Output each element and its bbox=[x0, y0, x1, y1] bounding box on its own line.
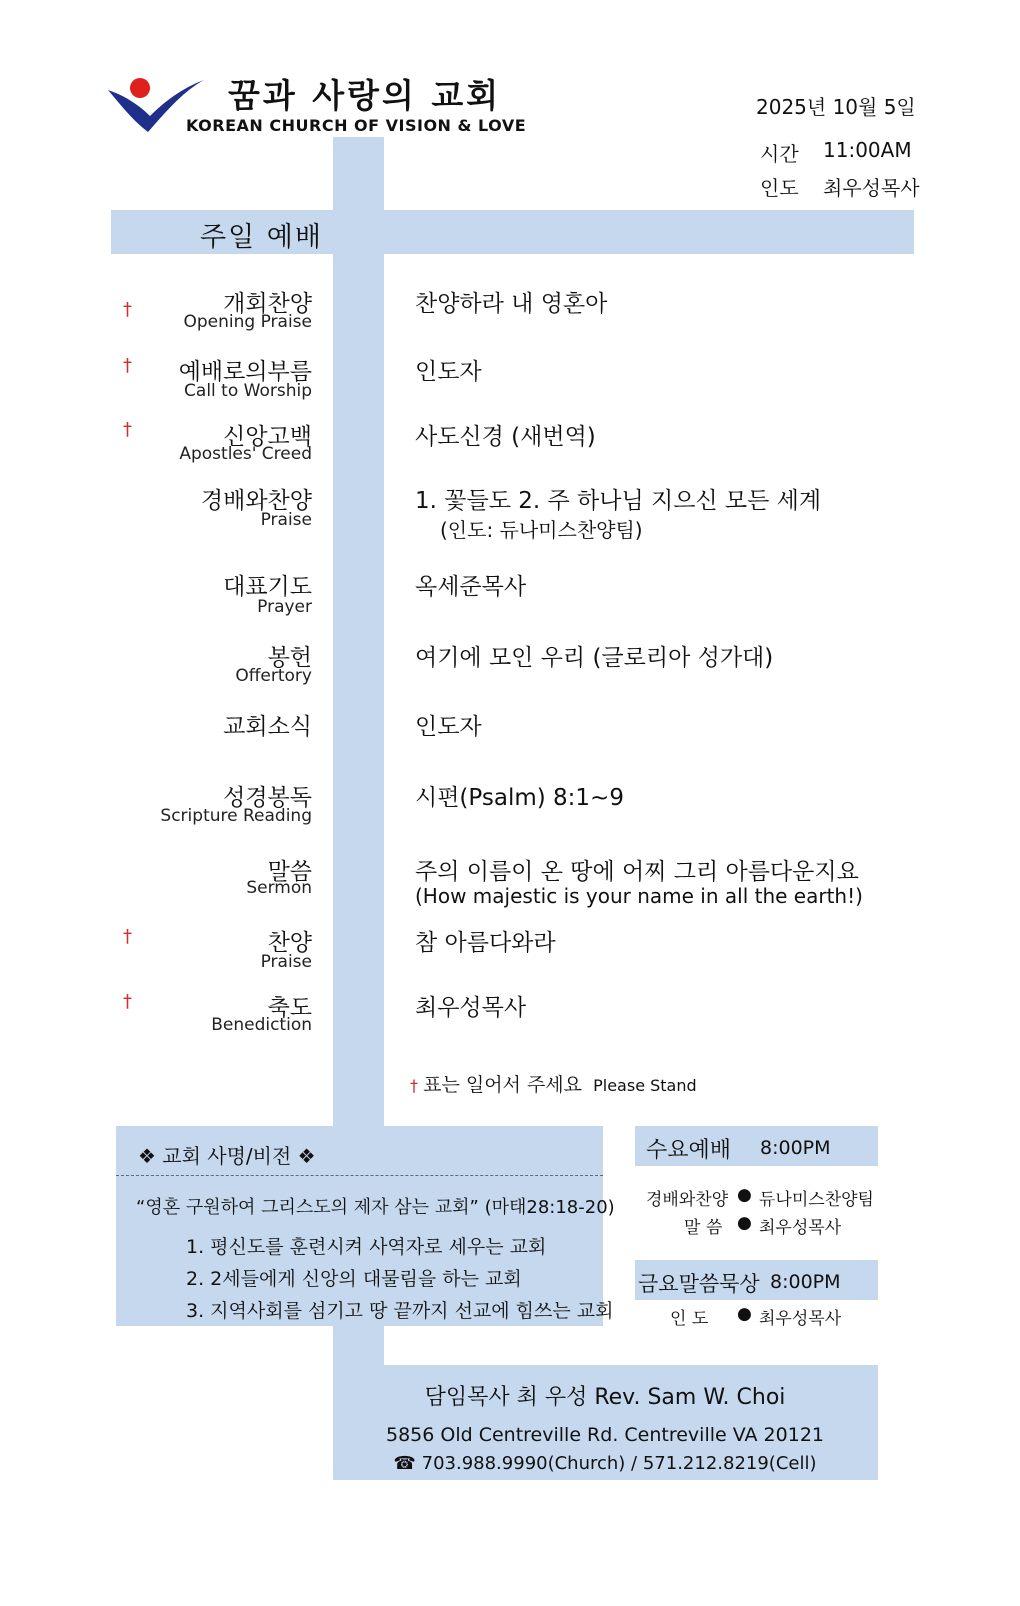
item-description: 주의 이름이 온 땅에 어찌 그리 아름다운지요 bbox=[415, 859, 859, 885]
leader-value: 최우성목사 bbox=[823, 176, 920, 200]
stand-note bbox=[410, 1070, 697, 1097]
item-title-en: Apostles' Creed bbox=[179, 444, 312, 464]
stand-mark: † bbox=[123, 419, 132, 440]
item-description: 사도신경 (새번역) bbox=[415, 424, 596, 450]
wednesday-title: 수요예배 bbox=[646, 1138, 732, 1163]
time-value: 11:00AM bbox=[823, 138, 912, 162]
item-title-ko: 개회찬양 bbox=[223, 291, 312, 317]
item-title-en: Prayer bbox=[257, 597, 312, 617]
item-description-sub: (How majestic is your name in all the earth!) bbox=[415, 884, 863, 908]
wednesday-row-value: 듀나미스찬양팀 bbox=[759, 1190, 874, 1210]
item-description: 인도자 bbox=[415, 714, 482, 740]
bullet-icon: ● bbox=[737, 1304, 752, 1324]
friday-row-label: 인 도 bbox=[670, 1309, 709, 1329]
item-title-en: Praise bbox=[260, 952, 312, 972]
item-title-ko: 교회소식 bbox=[223, 714, 312, 740]
friday-title: 금요말씀묵상 bbox=[638, 1272, 760, 1296]
item-title-en: Benediction bbox=[211, 1015, 312, 1035]
item-title-ko: 경배와찬양 bbox=[200, 488, 312, 514]
stand-note-ko: 표는 일어서 주세요 bbox=[423, 1074, 583, 1096]
item-title-ko: 축도 bbox=[267, 995, 312, 1021]
wednesday-row-label: 말 씀 bbox=[684, 1218, 723, 1238]
friday-row-value: 최우성목사 bbox=[759, 1309, 842, 1329]
mission-motto: “영혼 구원하여 그리스도의 제자 삼는 교회” (마태28:18-20) bbox=[136, 1197, 615, 1218]
item-description: 참 아름다와라 bbox=[415, 930, 556, 956]
church-phone: ☎ 703.988.9990(Church) / 571.212.8219(Cell) bbox=[393, 1453, 817, 1474]
item-description: 찬양하라 내 영혼아 bbox=[415, 291, 608, 317]
item-title-ko: 말씀 bbox=[267, 859, 312, 885]
item-description: 1. 꽃들도 2. 주 하나님 지으신 모든 세계 bbox=[415, 488, 822, 514]
item-description: 옥세준목사 bbox=[415, 574, 527, 600]
wednesday-row-value: 최우성목사 bbox=[759, 1218, 842, 1238]
mission-point: 1. 평신도를 훈련시켜 사역자로 세우는 교회 bbox=[186, 1236, 547, 1258]
item-description-sub: (인도: 듀나미스찬양팀) bbox=[440, 518, 643, 542]
stand-mark: † bbox=[123, 991, 132, 1012]
stand-mark: † bbox=[410, 1076, 418, 1095]
item-title-en: Sermon bbox=[246, 878, 312, 898]
bullet-icon: ● bbox=[737, 1185, 752, 1205]
pastor-name: 담임목사 최 우성 Rev. Sam W. Choi bbox=[424, 1385, 786, 1410]
mission-point: 3. 지역사회를 섬기고 땅 끝까지 선교에 힘쓰는 교회 bbox=[186, 1300, 614, 1322]
item-title-en: Opening Praise bbox=[183, 312, 312, 332]
item-description: 시편(Psalm) 8:1~9 bbox=[415, 785, 624, 811]
service-title: 주일 예배 bbox=[200, 222, 323, 253]
item-description: 인도자 bbox=[415, 359, 482, 385]
item-description: 여기에 모인 우리 (글로리아 성가대) bbox=[415, 645, 774, 671]
item-title-ko: 봉헌 bbox=[267, 645, 312, 671]
leader-label: 인도 bbox=[760, 176, 799, 200]
item-title-ko: 대표기도 bbox=[223, 574, 312, 600]
mission-divider bbox=[116, 1175, 603, 1176]
item-description: 최우성목사 bbox=[415, 995, 527, 1021]
item-title-en: Praise bbox=[260, 510, 312, 530]
item-title-ko: 성경봉독 bbox=[223, 785, 312, 811]
item-title-en: Call to Worship bbox=[184, 381, 312, 401]
mission-title: ❖ 교회 사명/비전 ❖ bbox=[138, 1144, 316, 1168]
item-title-en: Scripture Reading bbox=[160, 806, 312, 826]
item-title-ko: 예배로의부름 bbox=[178, 359, 312, 385]
item-title-en: Offertory bbox=[235, 666, 312, 686]
mission-point: 2. 2세들에게 신앙의 대물림을 하는 교회 bbox=[186, 1268, 522, 1290]
church-address: 5856 Old Centreville Rd. Centreville VA 20121 bbox=[385, 1424, 824, 1446]
wednesday-time: 8:00PM bbox=[760, 1137, 831, 1159]
church-name-en: KOREAN CHURCH OF VISION & LOVE bbox=[186, 116, 527, 135]
stand-mark: † bbox=[123, 299, 132, 320]
friday-time: 8:00PM bbox=[770, 1271, 841, 1293]
service-date: 2025년 10월 5일 bbox=[756, 95, 916, 119]
stand-mark: † bbox=[123, 926, 132, 947]
time-label: 시간 bbox=[760, 142, 799, 166]
item-title-ko: 찬양 bbox=[267, 930, 312, 956]
bullet-icon: ● bbox=[737, 1213, 752, 1233]
item-title-ko: 신앙고백 bbox=[223, 424, 312, 450]
wednesday-row-label: 경배와찬양 bbox=[646, 1190, 729, 1210]
church-name-ko: 꿈과 사랑의 교회 bbox=[228, 76, 502, 115]
stand-note-en: Please Stand bbox=[593, 1076, 697, 1095]
stand-mark: † bbox=[123, 355, 132, 376]
